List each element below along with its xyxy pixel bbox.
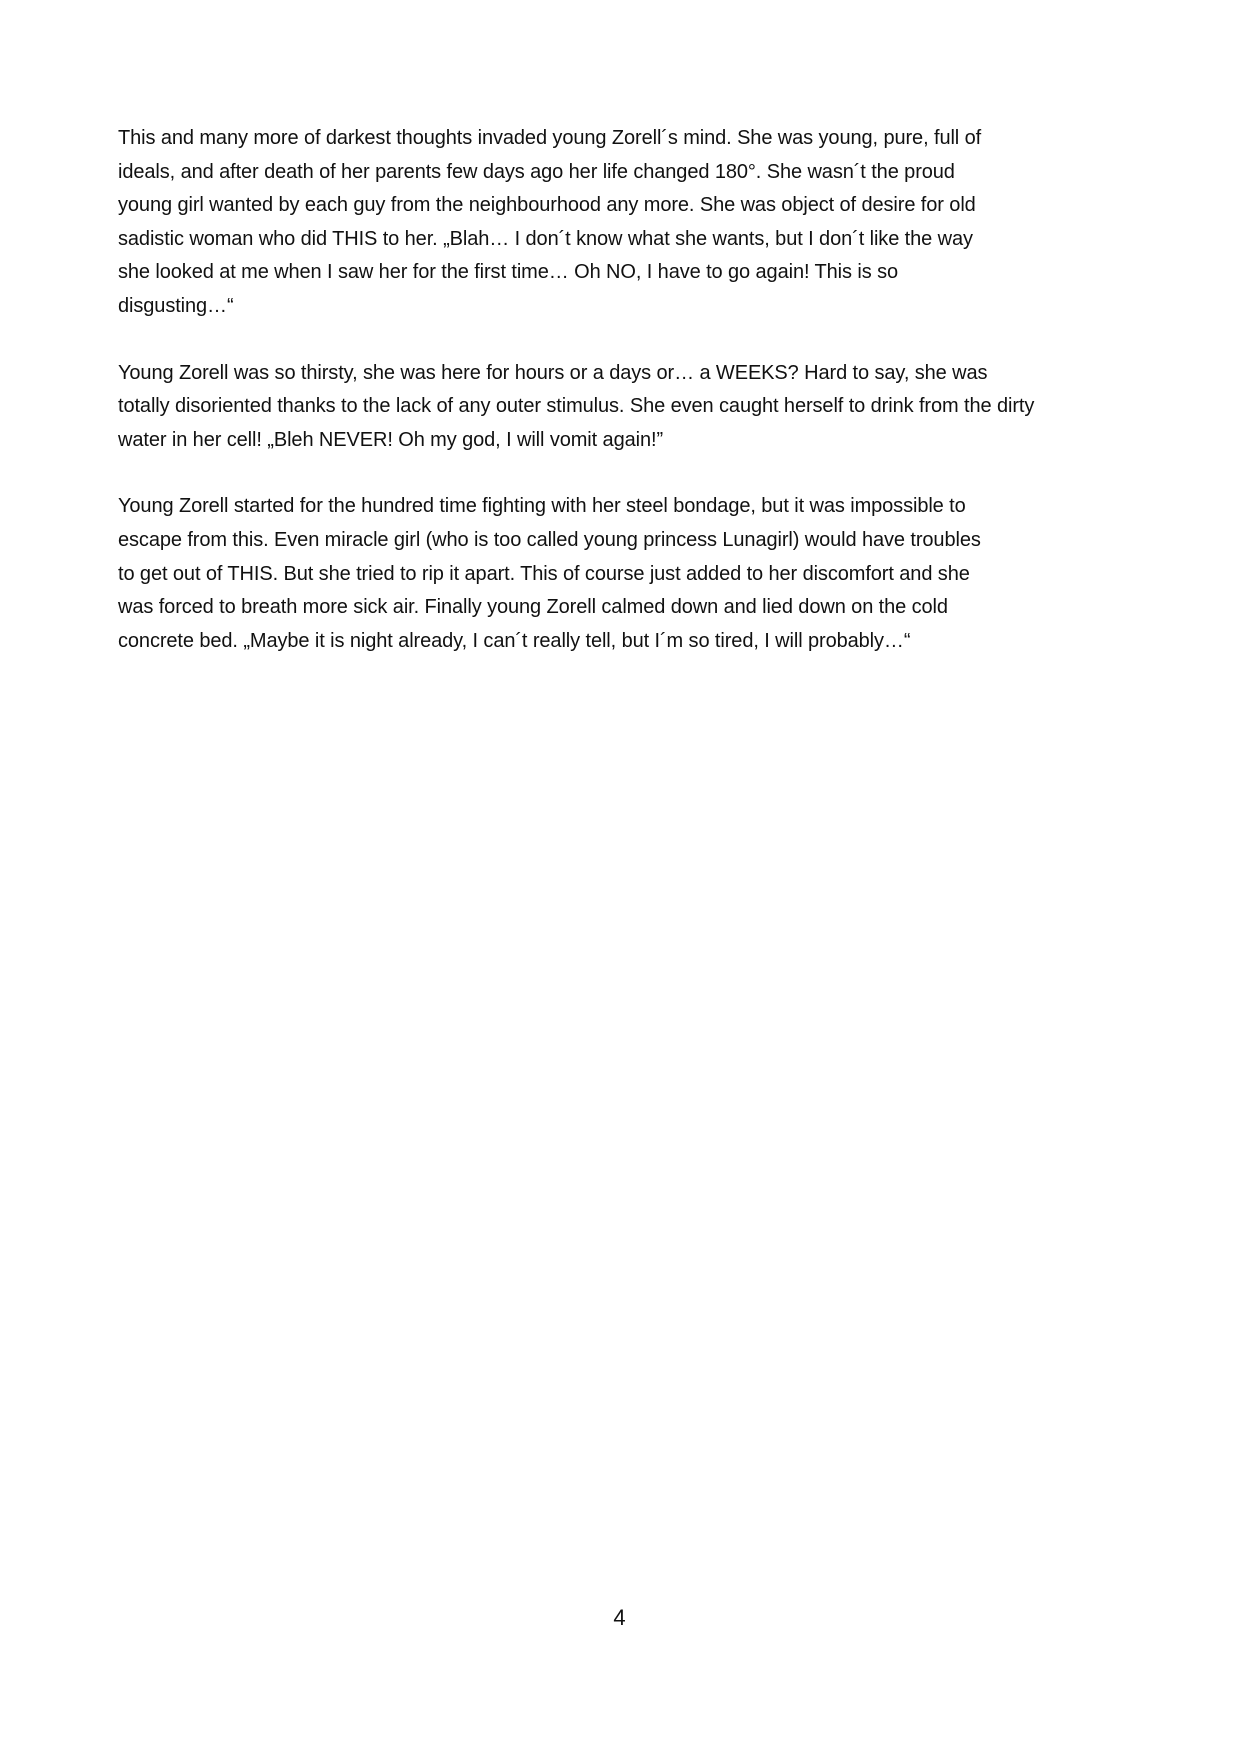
page-number: 4: [613, 1605, 626, 1630]
text-line: escape from this. Even miracle girl (who is too called young princess Lunagirl) would have troubles: [118, 528, 981, 551]
paragraph-1: [118, 122, 1118, 324]
text-line: Young Zorell was so thirsty, she was here for hours or a days or… a WEEKS? Hard to say, she was: [118, 361, 988, 384]
text-line: water in her cell! „Bleh NEVER! Oh my god, I will vomit again!”: [118, 428, 664, 451]
text-line: young girl wanted by each guy from the neighbourhood any more. She was object of desire for old: [118, 194, 976, 217]
text-line: to get out of THIS. But she tried to rip it apart. This of course just added to her discomfort and she: [118, 562, 970, 585]
text-line: totally disoriented thanks to the lack of any outer stimulus. She even caught herself to drink from the dirty: [118, 395, 1035, 418]
text-line: disgusting…“: [118, 294, 234, 317]
text-line: sadistic woman who did THIS to her. „Blah… I don´t know what she wants, but I don´t like the way: [118, 227, 973, 250]
body-text: [118, 122, 1118, 691]
text-line: Young Zorell started for the hundred time fighting with her steel bondage, but it was impossible to: [118, 495, 966, 518]
text-line: she looked at me when I saw her for the first time… Oh NO, I have to go again! This is so: [118, 261, 898, 284]
paragraph-3: [118, 490, 1118, 658]
text-line: ideals, and after death of her parents few days ago her life changed 180°. She wasn´t the proud: [118, 160, 955, 183]
text-line: This and many more of darkest thoughts invaded young Zorell´s mind. She was young, pure, full of: [118, 127, 982, 149]
text-line: concrete bed. „Maybe it is night already, I can´t really tell, but I´m so tired, I will probably…“: [118, 629, 911, 652]
paragraph-2: [118, 357, 1118, 458]
text-line: was forced to breath more sick air. Finally young Zorell calmed down and lied down on the cold: [118, 596, 948, 619]
